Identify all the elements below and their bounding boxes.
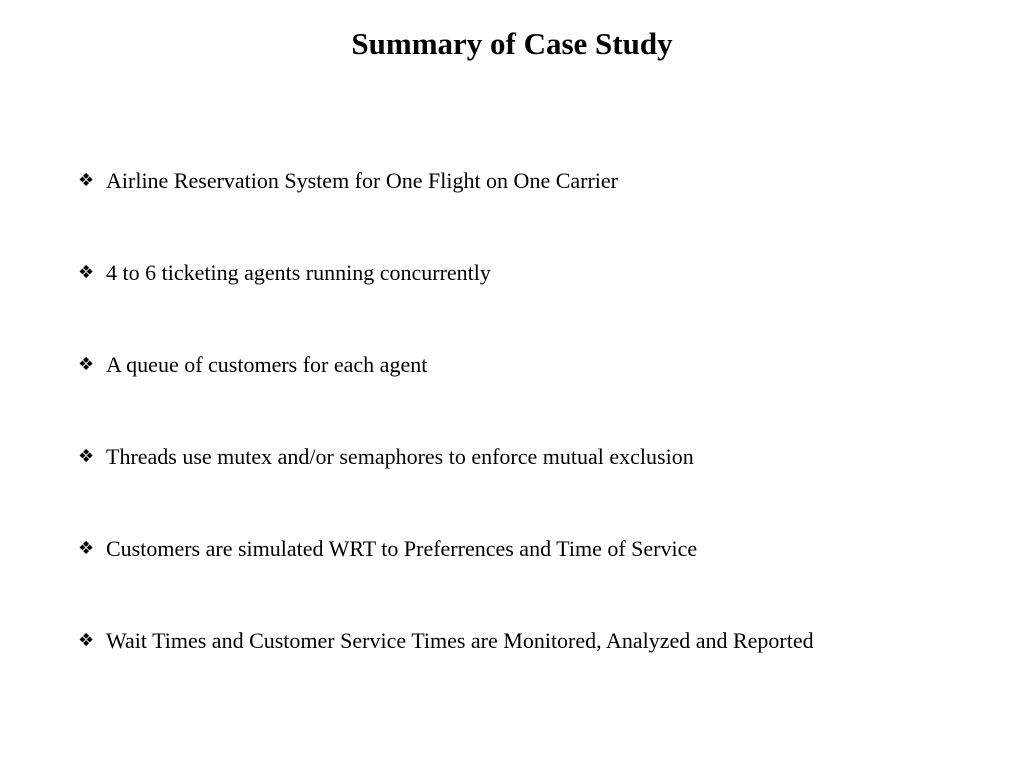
bullet-item [78,442,998,534]
bullet-text: 4 to 6 ticketing agents running concurrently [106,260,491,285]
four-diamond-bullet-icon: ❖ [78,446,95,467]
four-diamond-bullet-icon: ❖ [78,538,95,559]
bullet-text: Airline Reservation System for One Flight on One Carrier [106,168,619,193]
four-diamond-bullet-icon: ❖ [78,630,95,651]
four-diamond-bullet-icon: ❖ [78,262,95,283]
bullet-text: A queue of customers for each agent [106,352,428,377]
bullet-item [78,350,998,442]
bullet-text: Customers are simulated WRT to Preferrences and Time of Service [106,536,698,561]
four-diamond-bullet-icon: ❖ [78,354,95,375]
slide-title: Summary of Case Study [351,26,673,61]
bullet-item [78,166,998,258]
bullet-text: Threads use mutex and/or semaphores to enforce mutual exclusion [106,444,694,469]
bullet-text: Wait Times and Customer Service Times are Monitored, Analyzed and Reported [106,628,814,653]
bullet-item [78,626,998,718]
bullet-list [78,166,998,718]
bullet-item [78,534,998,626]
four-diamond-bullet-icon: ❖ [78,170,95,191]
bullet-item [78,258,998,350]
